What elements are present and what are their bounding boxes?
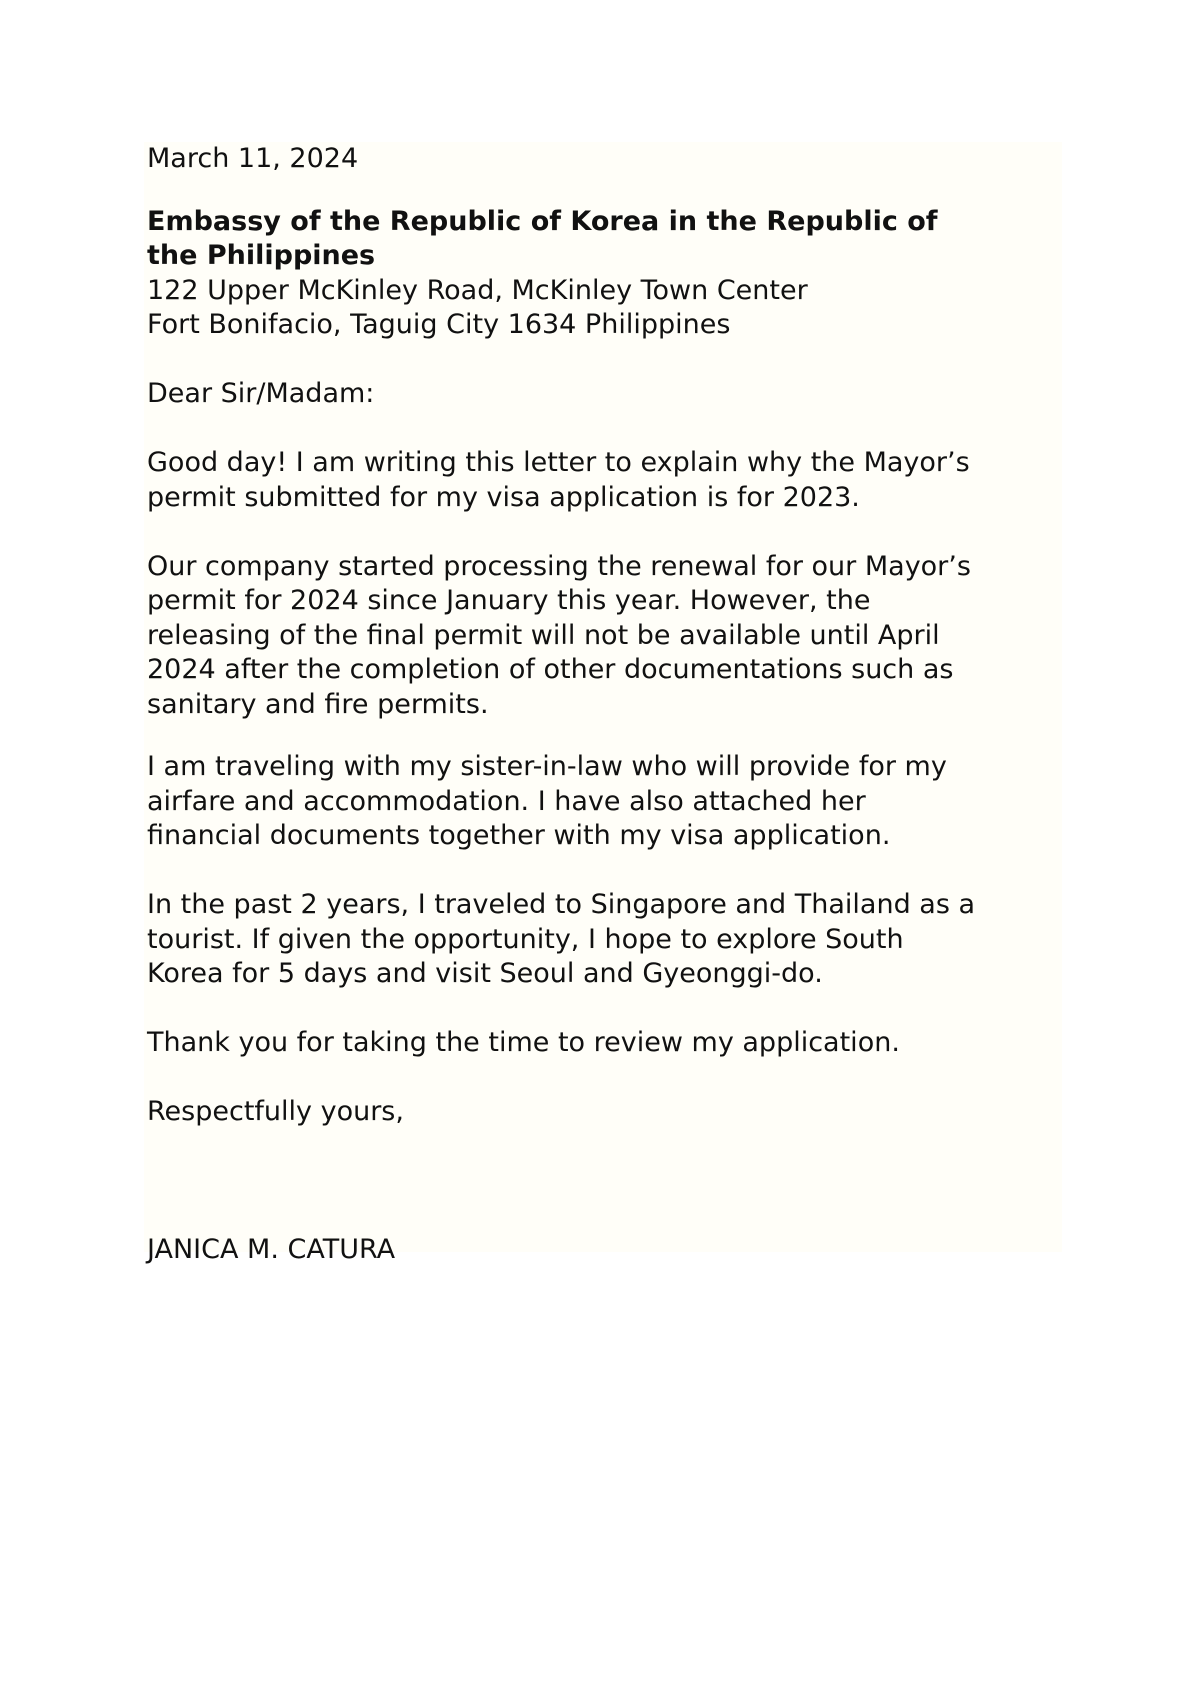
- recipient-address-line-2: Fort Bonifacio, Taguig City 1634 Philippines: [147, 309, 731, 340]
- paragraph-5: [147, 1026, 1047, 1061]
- paragraph-4: [147, 888, 1047, 992]
- closing: Respectfully yours,: [147, 1096, 404, 1127]
- paragraph-line: Korea for 5 days and visit Seoul and Gyeonggi-do.: [147, 958, 823, 989]
- paragraph-line: permit for 2024 since January this year. However, the: [147, 585, 871, 616]
- signatory-name: JANICA M. CATURA: [147, 1233, 396, 1265]
- paragraph-line: Good day! I am writing this letter to explain why the Mayor’s: [147, 447, 970, 478]
- recipient-block: [147, 205, 1047, 343]
- paragraph-line: airfare and accommodation. I have also attached her: [147, 785, 866, 817]
- paragraph-line: I am traveling with my sister-in-law who will provide for my: [147, 751, 947, 782]
- letter-text: [147, 142, 1047, 1267]
- paragraph-line: financial documents together with my visa application.: [147, 820, 891, 851]
- paragraph-line: 2024 after the completion of other documentations such as: [147, 654, 954, 685]
- paragraph-1: [147, 446, 1047, 515]
- recipient-name-line-2: the Philippines: [147, 240, 376, 271]
- letter-date: March 11, 2024: [147, 143, 359, 174]
- paragraph-line: Thank you for taking the time to review my application.: [147, 1027, 900, 1058]
- paragraph-2: [147, 550, 1047, 723]
- paragraph-line: Our company started processing the renewal for our Mayor’s: [147, 550, 971, 582]
- recipient-address-line-1: 122 Upper McKinley Road, McKinley Town Center: [147, 274, 808, 306]
- salutation: Dear Sir/Madam:: [147, 378, 375, 409]
- paragraph-line: permit submitted for my visa application is for 2023.: [147, 481, 860, 513]
- paragraph-line: releasing of the final permit will not be available until April: [147, 619, 940, 651]
- recipient-name-line-1: Embassy of the Republic of Korea in the Republic of: [147, 205, 938, 237]
- paragraph-line: sanitary and fire permits.: [147, 688, 489, 720]
- paragraph-line: tourist. If given the opportunity, I hope to explore South: [147, 923, 904, 955]
- paragraph-3: [147, 750, 1047, 854]
- paragraph-line: In the past 2 years, I traveled to Singapore and Thailand as a: [147, 889, 976, 920]
- letter-body: [144, 142, 1062, 1265]
